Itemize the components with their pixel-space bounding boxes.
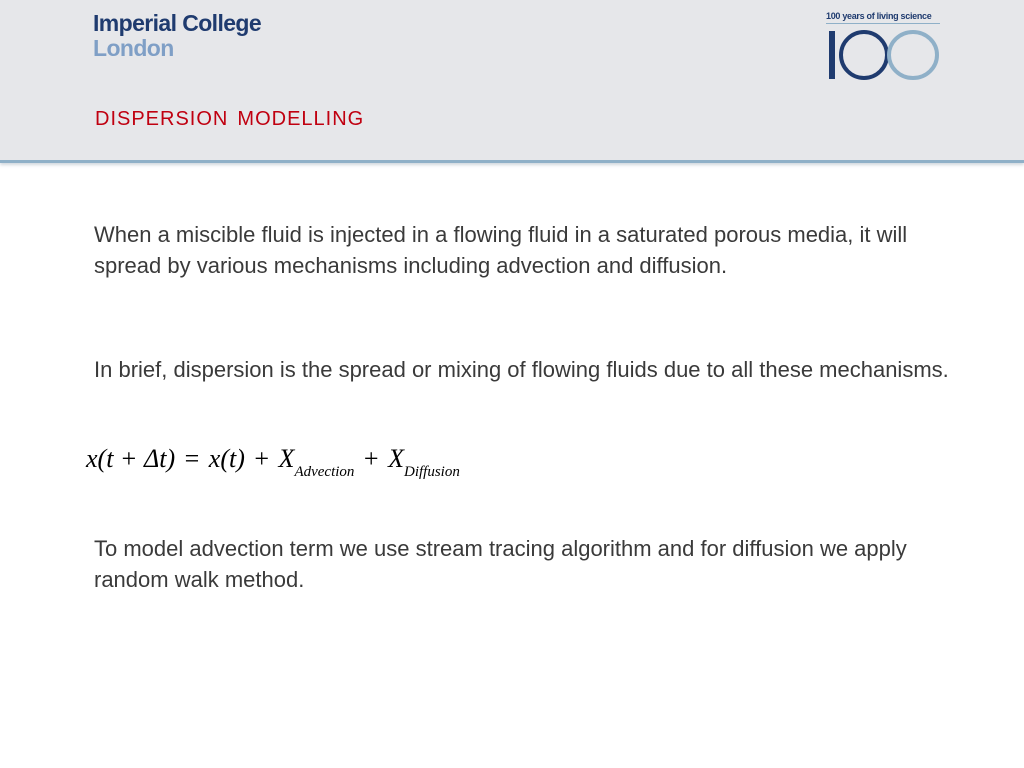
imperial-college-logo (93, 11, 261, 61)
logo-line-1: Imperial College (93, 10, 262, 36)
slide-header (0, 0, 1024, 163)
equation-x-advection: X (278, 444, 295, 473)
equation-x-diffusion: X (388, 444, 404, 473)
equation-sub-diffusion: Diffusion (403, 464, 460, 480)
equation-term-position: x(t) (208, 444, 245, 473)
dispersion-equation (86, 444, 460, 480)
paragraph-intro: When a miscible fluid is injected in a flowing fluid in a saturated porous media, it will spread by various mechanisms including advection and diffusion. (94, 222, 908, 278)
slide-title: dispersion modelling (95, 100, 365, 132)
centenary-logo (826, 11, 942, 81)
centenary-100-graphic (826, 23, 942, 81)
equation-equals: = (184, 444, 200, 473)
centenary-tagline: 100 years of living science (826, 11, 932, 21)
paragraph-method: To model advection term we use stream tracing algorithm and for diffusion we apply random walk method. (94, 536, 907, 592)
paragraph-definition: In brief, dispersion is the spread or mixing of flowing fluids due to all these mechanisms. (94, 357, 949, 382)
logo-line-2: London (93, 35, 174, 61)
equation-sub-advection: Advection (294, 464, 355, 480)
equation-lhs: x(t + Δt) (86, 444, 176, 473)
equation-plus-2: + (363, 444, 379, 473)
equation-plus-1: + (254, 444, 270, 473)
